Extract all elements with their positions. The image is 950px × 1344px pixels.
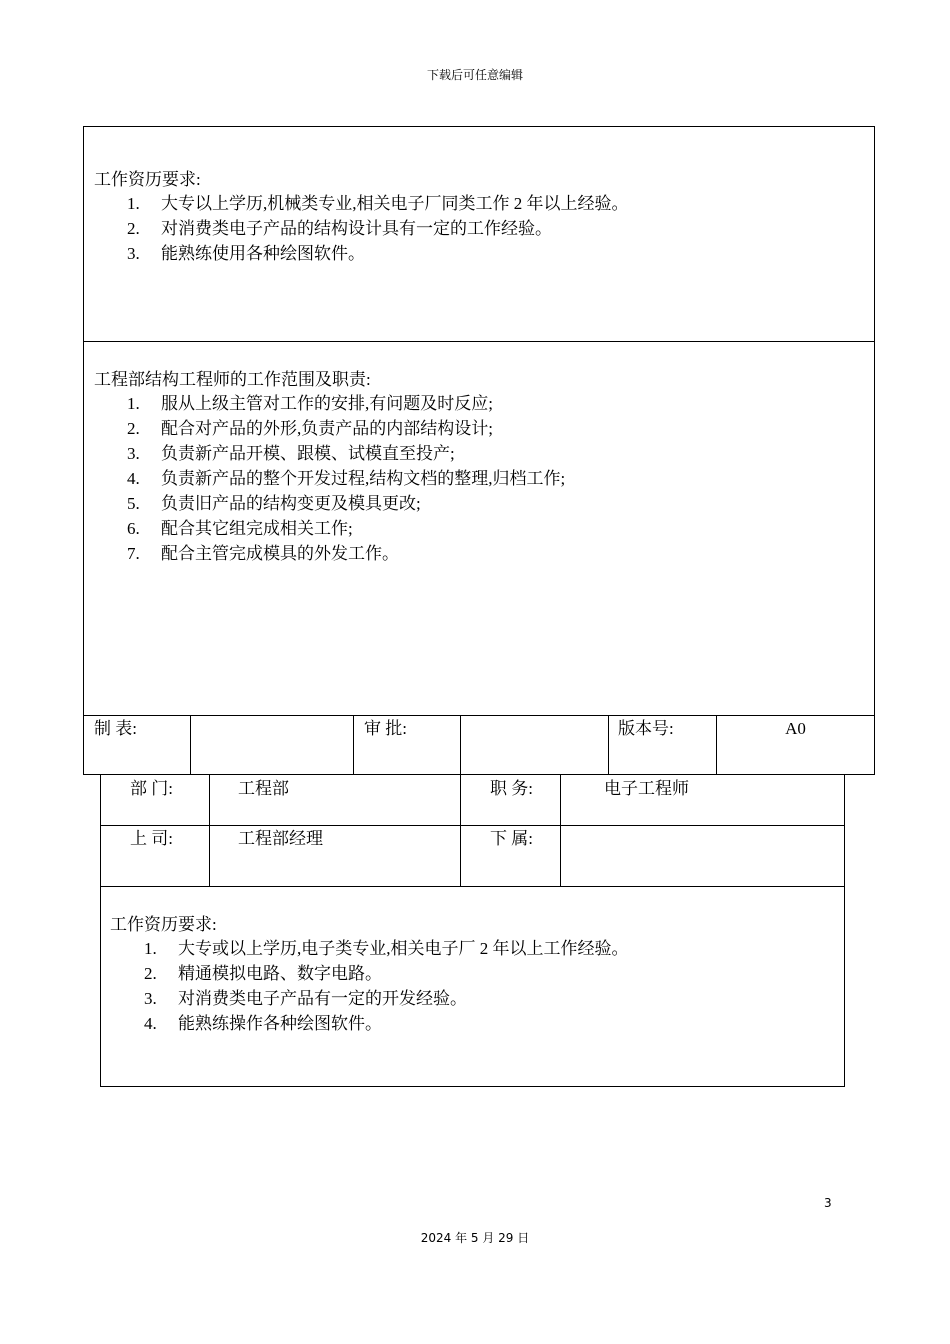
responsibilities-title: 工程部结构工程师的工作范围及职责: [94,370,371,389]
list-text: 负责旧产品的结构变更及模具更改; [161,494,421,513]
row-divider [83,341,875,342]
list-text: 大专以上学历,机械类专业,相关电子厂同类工作 2 年以上经验。 [161,194,629,213]
page-number: 3 [824,1196,832,1210]
cell-divider [190,715,191,775]
qualification-title-2: 工作资历要求: [110,915,217,934]
superior-value: 工程部经理 [238,829,323,848]
list-text: 精通模拟电路、数字电路。 [178,964,382,983]
list-number: 4. [144,1014,157,1033]
made-by-label: 制 表: [94,719,137,738]
list-number: 3. [144,989,157,1008]
list-number: 1. [127,194,140,213]
list-number: 2. [127,219,140,238]
position-label: 职 务: [490,779,533,798]
list-number: 1. [127,394,140,413]
list-number: 4. [127,469,140,488]
cell-divider [608,715,609,775]
footer-date: 2024 年 5 月 29 日 [420,1231,530,1245]
qualification-title: 工作资历要求: [94,170,201,189]
department-value: 工程部 [238,779,289,798]
list-text: 配合对产品的外形,负责产品的内部结构设计; [161,419,493,438]
list-number: 1. [144,939,157,958]
row-divider [100,886,845,887]
list-text: 配合其它组完成相关工作; [161,519,353,538]
cell-divider [353,715,354,775]
list-number: 3. [127,444,140,463]
list-text: 能熟练使用各种绘图软件。 [161,244,365,263]
list-text: 负责新产品的整个开发过程,结构文档的整理,归档工作; [161,469,566,488]
cell-divider [560,775,561,886]
version-label: 版本号: [618,719,674,738]
list-text: 能熟练操作各种绘图软件。 [178,1014,382,1033]
header-note: 下载后可任意编辑 [426,68,523,82]
cell-divider [460,775,461,886]
list-number: 5. [127,494,140,513]
row-divider [100,825,845,826]
list-text: 对消费类电子产品有一定的开发经验。 [178,989,467,1008]
approved-label: 审 批: [364,719,407,738]
list-text: 大专或以上学历,电子类专业,相关电子厂 2 年以上工作经验。 [178,939,629,958]
cell-divider [460,715,461,775]
department-label: 部 门: [130,779,173,798]
list-text: 负责新产品开模、跟模、试模直至投产; [161,444,455,463]
list-number: 7. [127,544,140,563]
list-number: 6. [127,519,140,538]
position-value: 电子工程师 [604,779,689,798]
cell-divider [209,775,210,886]
version-value: A0 [785,719,806,738]
list-number: 2. [127,419,140,438]
list-text: 配合主管完成模具的外发工作。 [161,544,399,563]
subordinate-label: 下 属: [490,829,533,848]
list-text: 对消费类电子产品的结构设计具有一定的工作经验。 [161,219,552,238]
list-text: 服从上级主管对工作的安排,有问题及时反应; [161,394,493,413]
superior-label: 上 司: [130,829,173,848]
list-number: 3. [127,244,140,263]
list-number: 2. [144,964,157,983]
